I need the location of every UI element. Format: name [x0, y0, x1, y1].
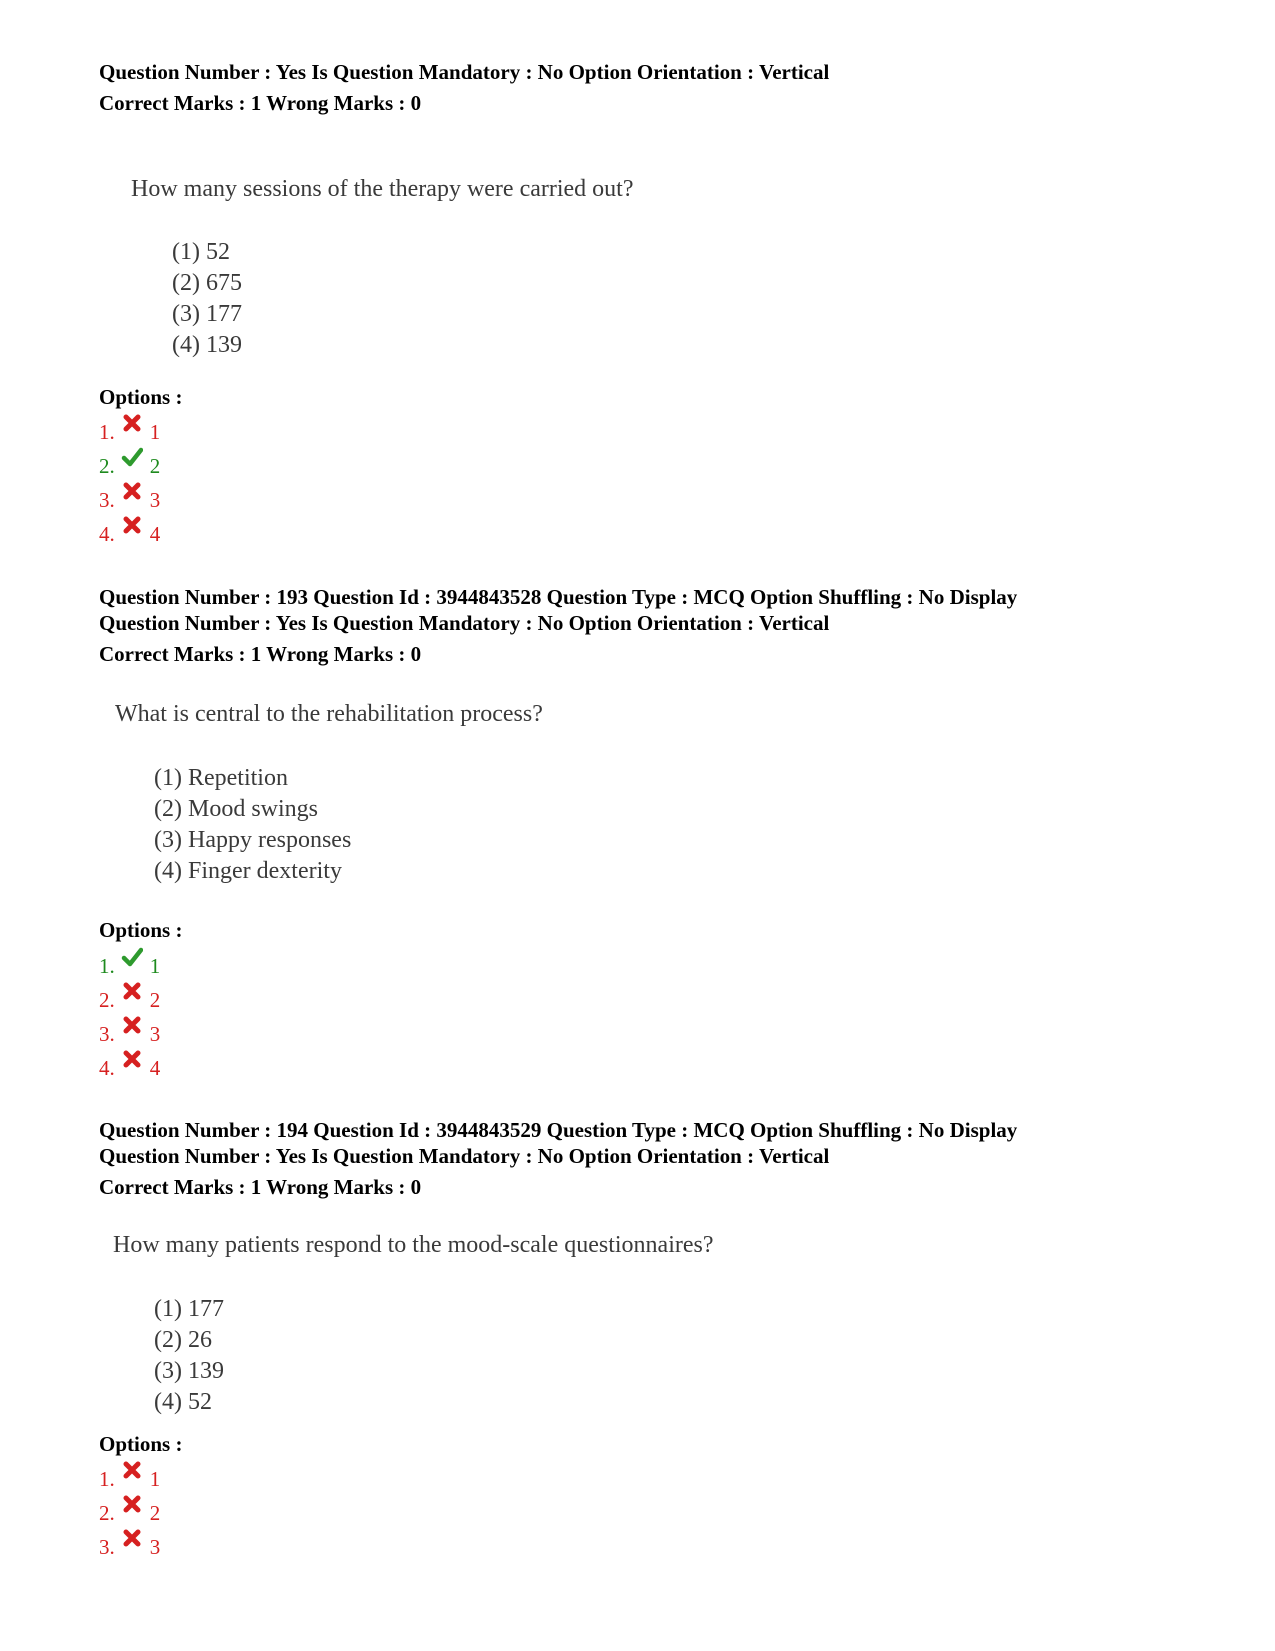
- cross-icon: [121, 980, 143, 1002]
- options-label: Options :: [99, 918, 183, 942]
- marks-line: Correct Marks : 1 Wrong Marks : 0: [99, 642, 422, 666]
- options-label: Options :: [99, 385, 183, 409]
- choice-item: (4) Finger dexterity: [154, 858, 342, 884]
- option-row: [99, 952, 160, 980]
- option-row: [99, 418, 160, 446]
- choice-item: (3) Happy responses: [154, 827, 352, 853]
- option-value: 1: [149, 419, 161, 444]
- cross-icon: [121, 412, 143, 434]
- option-value: 3: [149, 1534, 161, 1559]
- option-number: 4.: [99, 521, 115, 546]
- question-text: How many sessions of the therapy were carried out?: [131, 176, 634, 202]
- choice-item: (1) 177: [154, 1296, 224, 1322]
- choice-item: (3) 139: [154, 1358, 224, 1384]
- options-label: Options :: [99, 1432, 183, 1456]
- option-number: 4.: [99, 1055, 115, 1080]
- option-number: 1.: [99, 1466, 115, 1491]
- choice-item: (2) Mood swings: [154, 796, 319, 822]
- option-value: 3: [149, 487, 161, 512]
- option-row: [99, 1054, 160, 1082]
- option-value: 4: [149, 1055, 161, 1080]
- option-row: [99, 986, 160, 1014]
- option-number: 2.: [99, 987, 115, 1012]
- option-number: 1.: [99, 419, 115, 444]
- check-icon: [121, 446, 143, 468]
- choice-item: (4) 52: [154, 1389, 212, 1415]
- cross-icon: [121, 1527, 143, 1549]
- choice-item: (4) 139: [172, 332, 242, 358]
- cross-icon: [121, 1014, 143, 1036]
- cross-icon: [121, 480, 143, 502]
- option-row: [99, 1533, 160, 1561]
- option-row: [99, 452, 160, 480]
- question-text: How many patients respond to the mood-scale questionnaires?: [113, 1232, 714, 1258]
- option-row: [99, 1465, 160, 1493]
- option-number: 3.: [99, 487, 115, 512]
- option-value: 4: [149, 521, 161, 546]
- cross-icon: [121, 1459, 143, 1481]
- option-row: [99, 520, 160, 548]
- question-meta-line: Question Number : Yes Is Question Mandatory : No Option Orientation : Vertical: [99, 60, 830, 84]
- option-number: 2.: [99, 1500, 115, 1525]
- marks-line: Correct Marks : 1 Wrong Marks : 0: [99, 1175, 422, 1199]
- option-value: 1: [149, 1466, 161, 1491]
- choice-item: (1) 52: [172, 239, 230, 265]
- choice-item: (1) Repetition: [154, 765, 288, 791]
- option-value: 2: [149, 987, 161, 1012]
- option-value: 3: [149, 1021, 161, 1046]
- question-meta-line: Question Number : Yes Is Question Mandatory : No Option Orientation : Vertical: [99, 1144, 830, 1168]
- cross-icon: [121, 1493, 143, 1515]
- check-icon: [121, 946, 143, 968]
- question-meta-line: Question Number : Yes Is Question Mandatory : No Option Orientation : Vertical: [99, 611, 830, 635]
- option-row: [99, 1499, 160, 1527]
- cross-icon: [121, 514, 143, 536]
- option-row: [99, 1020, 160, 1048]
- choice-item: (2) 26: [154, 1327, 212, 1353]
- option-number: 2.: [99, 453, 115, 478]
- option-value: 2: [149, 1500, 161, 1525]
- cross-icon: [121, 1048, 143, 1070]
- question-header-line: Question Number : 194 Question Id : 3944843529 Question Type : MCQ Option Shuffling : No Display: [99, 1118, 1018, 1142]
- choice-item: (2) 675: [172, 270, 242, 296]
- marks-line: Correct Marks : 1 Wrong Marks : 0: [99, 91, 422, 115]
- choice-item: (3) 177: [172, 301, 242, 327]
- option-value: 2: [149, 453, 161, 478]
- question-header-line: Question Number : 193 Question Id : 3944843528 Question Type : MCQ Option Shuffling : No Display: [99, 585, 1018, 609]
- option-row: [99, 486, 160, 514]
- question-text: What is central to the rehabilitation process?: [115, 701, 543, 727]
- option-number: 1.: [99, 953, 115, 978]
- option-number: 3.: [99, 1534, 115, 1559]
- option-number: 3.: [99, 1021, 115, 1046]
- option-value: 1: [149, 953, 161, 978]
